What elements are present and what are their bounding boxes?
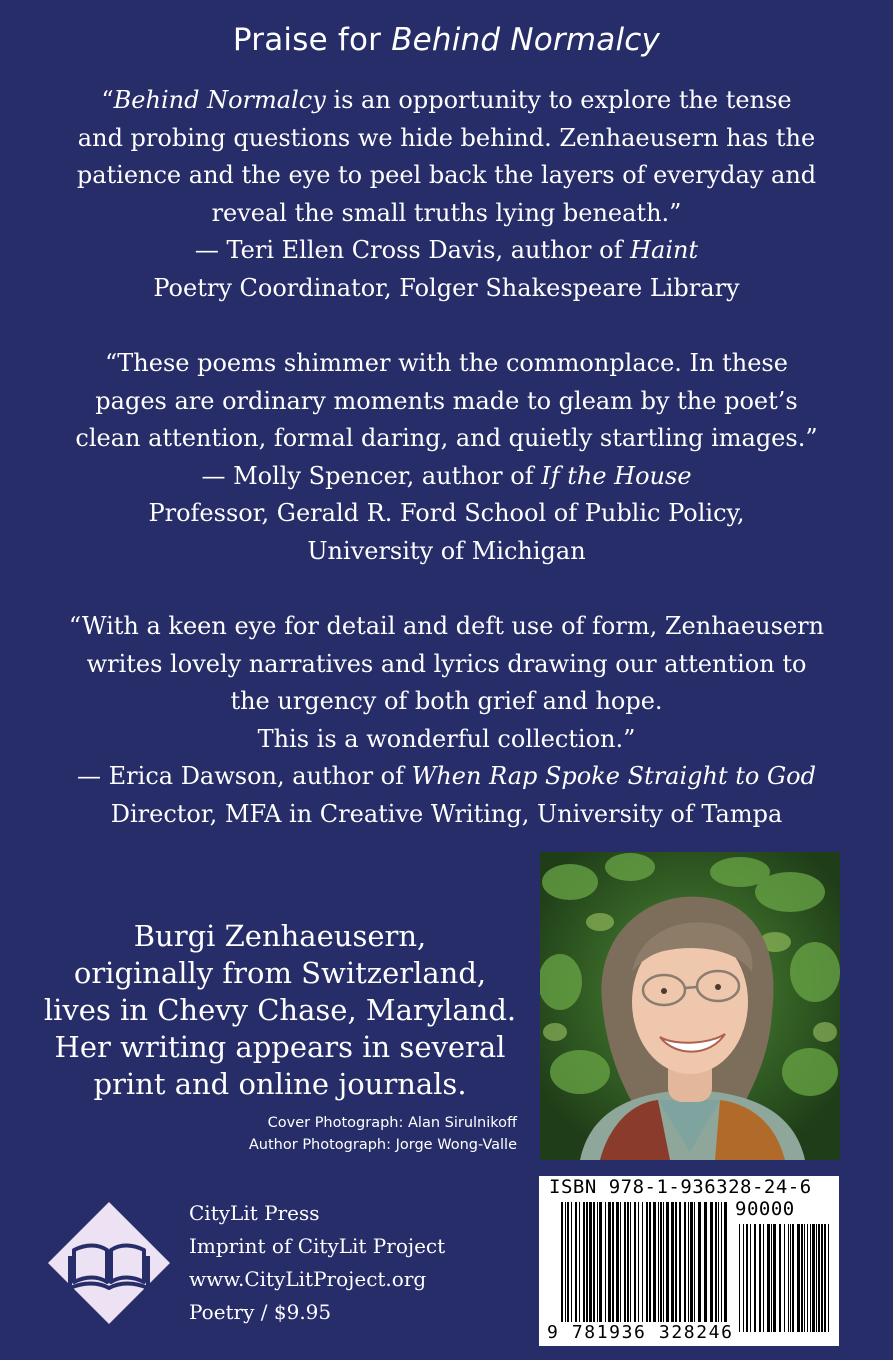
- blurb-text: Director, MFA in Creative Writing, University of Tampa: [110, 799, 783, 828]
- blurb-text: University of Michigan: [307, 536, 586, 565]
- isbn-barcode: [539, 1176, 839, 1346]
- blurb-text: is an opportunity to explore the tense: [325, 86, 792, 114]
- blurb-line: [30, 533, 863, 571]
- book-title: When Rap Spoke Straight to God: [411, 762, 816, 790]
- blurb-text: This is a wonderful collection.”: [257, 724, 636, 753]
- cover-photo-credit: Cover Photograph: Alan Sirulnikoff: [267, 1115, 517, 1131]
- praise-heading-book-title: Behind Normalcy: [391, 22, 661, 58]
- blurb-text: — Erica Dawson, author of: [77, 762, 412, 790]
- blurb-line: [30, 608, 863, 646]
- publisher-website[interactable]: www.CityLitProject.org: [189, 1267, 427, 1291]
- author-bio: [20, 918, 540, 1103]
- blurb-text: writes lovely narratives and lyrics drawing our attention to: [86, 649, 807, 678]
- barcode-digits: 9 781936 328246: [547, 1322, 734, 1343]
- blurb-text: the urgency of both grief and hope.: [230, 687, 663, 715]
- author-photo: [540, 852, 840, 1160]
- praise-blurb: [30, 82, 863, 307]
- isbn-number: ISBN 978-1-936328-24-6: [549, 1176, 812, 1198]
- blurb-text: — Teri Ellen Cross Davis, author of: [194, 236, 631, 264]
- blurb-text: clean attention, formal daring, and quietly startling images.”: [75, 424, 818, 452]
- publisher-name: CityLit Press: [189, 1201, 320, 1225]
- bio-line: lives in Chevy Chase, Maryland.: [43, 993, 517, 1027]
- blurb-line: [30, 195, 863, 233]
- blurb-line: [30, 82, 863, 120]
- blurb-text: — Molly Spencer, author of: [201, 461, 542, 490]
- bio-line: Her writing appears in several: [54, 1030, 506, 1064]
- blurb-line: [30, 232, 863, 270]
- author-photo-credit: Author Photograph: Jorge Wong-Valle: [248, 1137, 517, 1153]
- barcode-price-code: 90000: [735, 1198, 795, 1220]
- blurb-text: “: [101, 86, 114, 114]
- bio-line: Burgi Zenhaeusern,: [133, 919, 427, 953]
- blurb-text: Professor, Gerald R. Ford School of Public Policy,: [148, 499, 745, 527]
- blurb-line: [30, 683, 863, 721]
- praise-blurb: [30, 608, 863, 833]
- book-title: If the House: [541, 461, 692, 490]
- blurb-line: [30, 458, 863, 496]
- blurb-line: [30, 120, 863, 158]
- blurb-text: “With a keen eye for detail and deft use of form, Zenhaeusern: [68, 612, 825, 640]
- book-title: Behind Normalcy: [113, 86, 326, 114]
- blurb-text: “These poems shimmer with the commonplace. In these: [105, 349, 788, 377]
- blurbs: [30, 82, 863, 833]
- blurb-line: [30, 270, 863, 308]
- blurb-text: reveal the small truths lying beneath.”: [211, 198, 682, 227]
- blurb-line: [30, 796, 863, 834]
- blurb-text: Poetry Coordinator, Folger Shakespeare Library: [153, 273, 740, 302]
- blurb-line: [30, 383, 863, 421]
- photo-credits: [249, 1112, 517, 1156]
- praise-heading: [0, 22, 893, 58]
- blurb-text: pages are ordinary moments made to gleam by the poet’s: [95, 386, 798, 415]
- publisher-info: [189, 1197, 445, 1329]
- blurb-text: patience and the eye to peel back the layers of everyday and: [76, 161, 817, 189]
- book-title: Haint: [630, 236, 699, 264]
- praise-heading-prefix: Praise for: [232, 22, 392, 58]
- bio-line: originally from Switzerland,: [73, 956, 487, 990]
- blurb-line: [30, 495, 863, 533]
- blurb-line: [30, 721, 863, 759]
- publisher-imprint: Imprint of CityLit Project: [189, 1234, 446, 1258]
- blurb-line: [30, 646, 863, 684]
- blurb-line: [30, 157, 863, 195]
- praise-blurb: [30, 345, 863, 570]
- blurb-text: and probing questions we hide behind. Zenhaeusern has the: [77, 123, 816, 152]
- bio-line: print and online journals.: [93, 1067, 467, 1101]
- blurb-line: [30, 420, 863, 458]
- blurb-line: [30, 345, 863, 383]
- category-price: Poetry / $9.95: [189, 1300, 332, 1324]
- blurb-line: [30, 758, 863, 796]
- citylit-logo: [44, 1198, 174, 1328]
